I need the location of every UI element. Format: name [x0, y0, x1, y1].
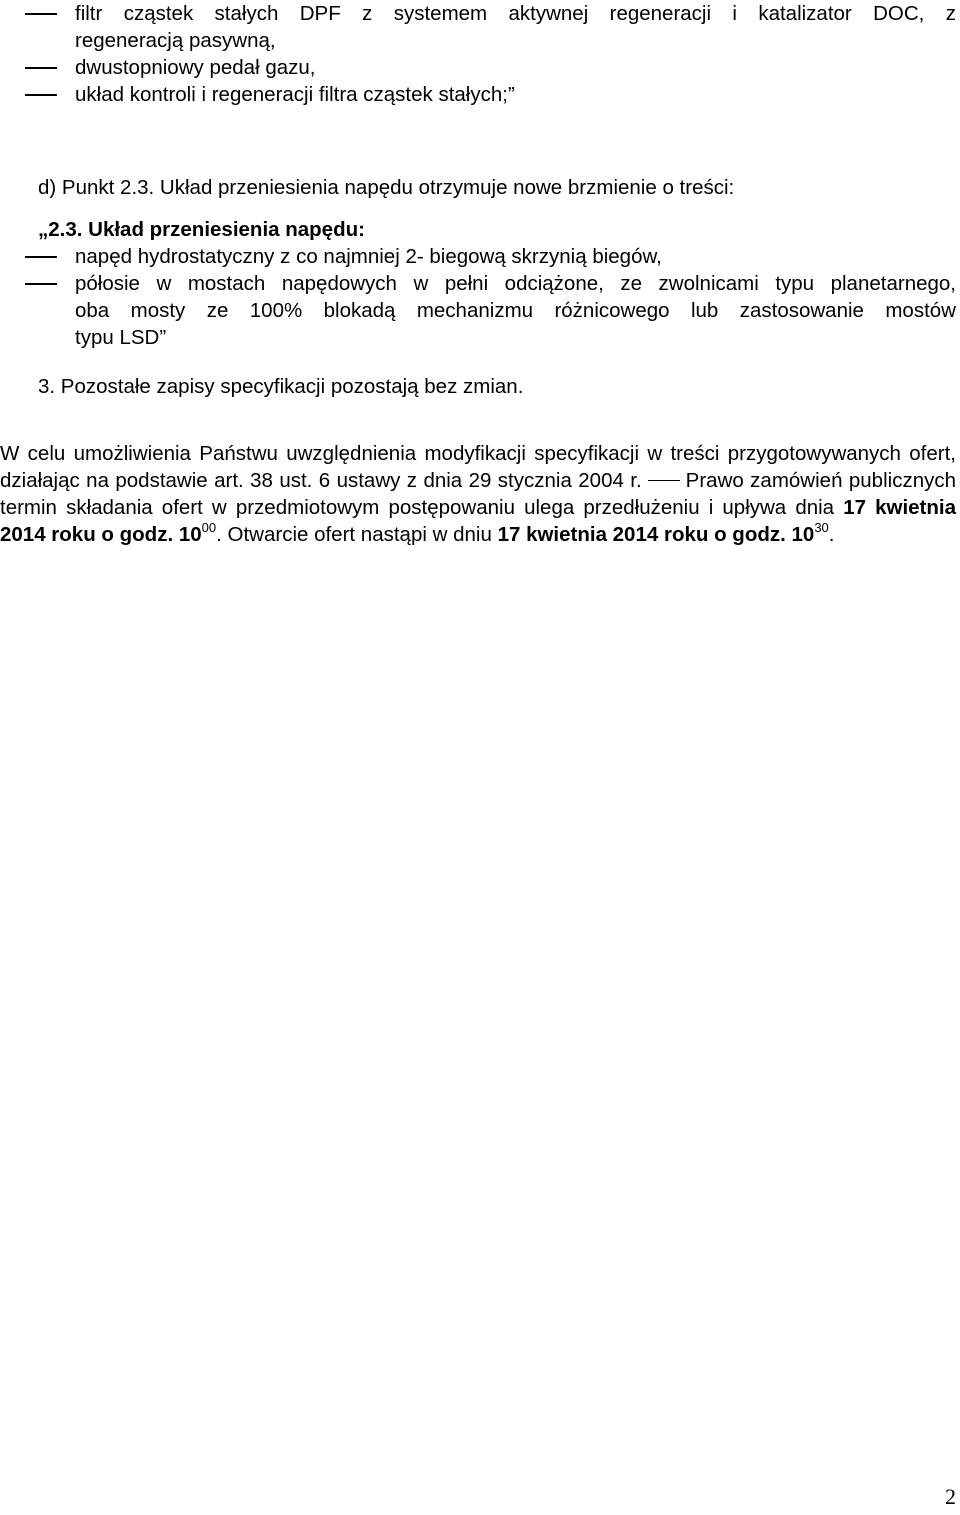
- top-dash-list: [0, 0, 956, 108]
- list-item-line: układ kontroli i regeneracji filtra cząstek stałych;”: [75, 83, 515, 106]
- closing-text: Prawo zamówień publicznych termin składania ofert w przedmiotowym postępowaniu ulega przedłużeniu i upływa dnia: [0, 469, 956, 519]
- list-item-line: typu LSD”: [75, 326, 167, 349]
- closing-text: . Otwarcie ofert nastąpi w dniu: [216, 523, 492, 546]
- opening-date: 17 kwietnia 2014 roku o godz. 10: [497, 523, 815, 546]
- list-item: [0, 0, 956, 54]
- list-item-line: dwustopniowy pedał gazu,: [75, 56, 316, 79]
- point-3: 3. Pozostałe zapisy specyfikacji pozostają bez zmian.: [38, 375, 524, 398]
- page-number: 2: [945, 1484, 956, 1509]
- list-item-line: napęd hydrostatyczny z co najmniej 2- biegową skrzynią biegów,: [75, 245, 662, 268]
- list-item: [0, 270, 956, 351]
- list-item: [0, 243, 956, 270]
- deadline-date: 17 kwietnia 2014 roku o godz. 10: [0, 496, 957, 546]
- opening-minutes: 30: [814, 520, 829, 535]
- deadline-minutes: 00: [201, 520, 217, 535]
- list-item-line: oba mosty ze 100% blokadą mechanizmu różnicowego lub zastosowanie mostów: [75, 299, 956, 322]
- closing-text: W celu umożliwienia Państwu uwzględnienia modyfikacji specyfikacji w treści przygotowywanych ofert, działając na podstawie art. 38 ust. 6 ustawy z dnia 29 stycznia 2004 r.: [0, 442, 956, 492]
- section-heading: „2.3. Układ przeniesienia napędu:: [38, 218, 365, 241]
- list-item-line: regeneracją pasywną,: [75, 29, 276, 52]
- list-item-line: półosie w mostach napędowych w pełni odciążone, ze zwolnicami typu planetarnego,: [75, 272, 956, 295]
- list-item-line: filtr cząstek stałych DPF z systemem aktywnej regeneracji i katalizator DOC, z: [75, 2, 956, 25]
- inline-dash: [648, 480, 680, 482]
- list-item: [0, 54, 956, 81]
- closing-paragraph: [0, 440, 956, 548]
- section-2-3: [0, 216, 956, 351]
- point-d: d) Punkt 2.3. Układ przeniesienia napędu otrzymuje nowe brzmienie o treści:: [38, 176, 735, 199]
- list-item: [0, 81, 956, 108]
- closing-text: .: [828, 523, 835, 546]
